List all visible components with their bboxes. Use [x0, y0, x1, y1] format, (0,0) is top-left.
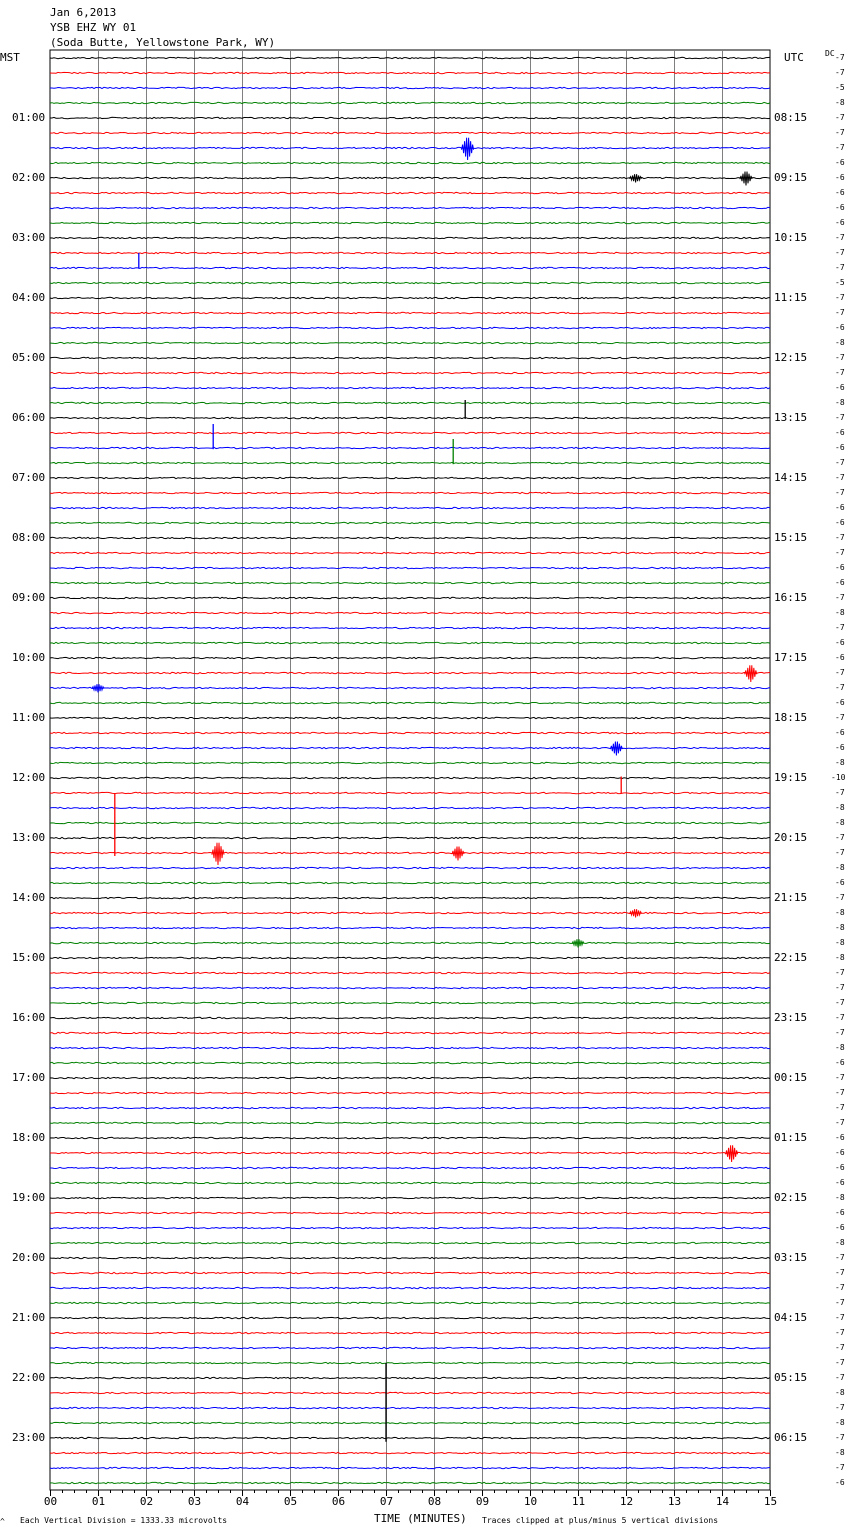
utc-hour-label: 05:15	[774, 1371, 808, 1384]
trace-row-92	[50, 1437, 770, 1438]
dc-offset-label: -8	[835, 923, 845, 932]
x-axis-label: TIME (MINUTES)	[374, 1512, 467, 1525]
dc-offset-label: -7	[835, 1403, 845, 1412]
trace-row-81	[50, 1272, 770, 1273]
utc-hour-label: 14:15	[774, 471, 808, 484]
dc-offset-label: -6	[835, 158, 845, 167]
event-group	[92, 138, 757, 1442]
corner-mark: ^	[0, 1517, 5, 1526]
trace-row-21	[50, 372, 770, 373]
trace-row-74	[50, 1167, 770, 1168]
trace-row-4	[50, 117, 770, 118]
dc-offset-label: -8	[835, 338, 845, 347]
utc-hour-label: 03:15	[774, 1251, 808, 1264]
trace-row-38	[50, 627, 770, 628]
dc-offset-label: -7	[835, 1433, 845, 1442]
trace-row-26	[50, 447, 770, 448]
mst-hour-label: 06:00	[12, 411, 46, 424]
dc-offset-label: -8	[835, 1418, 845, 1427]
event-mark-11	[212, 843, 224, 865]
dc-offset-label: -6	[835, 1058, 845, 1067]
dc-offset-label: -8	[835, 758, 845, 767]
utc-hour-label: 20:15	[774, 831, 808, 844]
mst-hour-label: 09:00	[12, 591, 46, 604]
dc-offset-label: -8	[835, 1388, 845, 1397]
clip-note: Traces clipped at plus/minus 5 vertical divisions	[482, 1516, 719, 1525]
x-axis	[44, 1490, 777, 1508]
trace-row-29	[50, 492, 770, 493]
trace-row-23	[50, 402, 770, 403]
trace-row-77	[50, 1212, 770, 1213]
dc-offset-label: -7	[835, 413, 845, 422]
dc-offset-label: -7	[835, 1103, 845, 1112]
dc-offset-label: -8	[835, 1448, 845, 1457]
dc-offset-label: -7	[835, 1358, 845, 1367]
mst-hour-label: 01:00	[12, 111, 46, 124]
x-tick-label: 01	[91, 1495, 106, 1508]
trace-row-51	[50, 822, 770, 823]
utc-hour-label: 23:15	[774, 1011, 808, 1024]
dc-offset-label: -7	[835, 263, 845, 272]
dc-offset-label: -6	[835, 743, 845, 752]
trace-row-41	[50, 672, 770, 673]
dc-offset-label: -7	[835, 1028, 845, 1037]
dc-offset-label: -6	[835, 1178, 845, 1187]
trace-row-79	[50, 1242, 770, 1243]
utc-hour-label: 15:15	[774, 531, 808, 544]
dc-offset-label: -7	[835, 968, 845, 977]
x-tick-label: 07	[379, 1495, 394, 1508]
dc-offset-label: -7	[835, 473, 845, 482]
trace-row-78	[50, 1227, 770, 1228]
dc-offset-label: -6	[835, 218, 845, 227]
trace-row-62	[50, 987, 770, 988]
dc-offset-label: -7	[835, 308, 845, 317]
trace-row-94	[50, 1467, 770, 1468]
trace-row-67	[50, 1062, 770, 1063]
trace-row-32	[50, 537, 770, 538]
mst-hour-label: 11:00	[12, 711, 46, 724]
mst-hour-label: 02:00	[12, 171, 46, 184]
dc-offset-label: -6	[835, 563, 845, 572]
mst-hour-label: 13:00	[12, 831, 46, 844]
dc-offset-label: -7	[835, 893, 845, 902]
dc-offset-label: -6	[835, 638, 845, 647]
dc-offset-label: -6	[835, 383, 845, 392]
trace-row-12	[50, 237, 770, 238]
dc-offset-label: -7	[835, 623, 845, 632]
trace-row-42	[50, 687, 770, 688]
x-tick-label: 09	[475, 1495, 490, 1508]
trace-row-7	[50, 162, 770, 163]
trace-row-34	[50, 567, 770, 568]
trace-row-19	[50, 342, 770, 343]
trace-row-3	[50, 102, 770, 103]
dc-offset-label: -8	[835, 863, 845, 872]
chart-date: Jan 6,2013	[50, 6, 117, 19]
trace-row-55	[50, 882, 770, 883]
dc-offset-label: -5	[835, 278, 845, 287]
dc-offset-label: -7	[835, 1073, 845, 1082]
trace-row-0	[50, 57, 770, 58]
dc-offset-label: -5	[835, 83, 845, 92]
utc-hour-label: 16:15	[774, 591, 808, 604]
utc-hour-label: 02:15	[774, 1191, 808, 1204]
dc-offset-label: -7	[835, 668, 845, 677]
utc-hour-label: 06:15	[774, 1431, 808, 1444]
x-tick-label: 11	[571, 1495, 586, 1508]
dc-offset-label: -6	[835, 518, 845, 527]
trace-row-33	[50, 552, 770, 553]
trace-row-56	[50, 897, 770, 898]
plot-grid	[50, 50, 770, 1490]
trace-row-85	[50, 1332, 770, 1333]
trace-row-75	[50, 1182, 770, 1183]
utc-hour-label: 04:15	[774, 1311, 808, 1324]
trace-row-71	[50, 1122, 770, 1123]
dc-offset-label: -7	[835, 593, 845, 602]
trace-row-10	[50, 207, 770, 208]
mst-hour-label: 04:00	[12, 291, 46, 304]
dc-label: DC	[825, 49, 835, 58]
x-tick-label: 12	[619, 1495, 634, 1508]
trace-row-59	[50, 942, 770, 943]
x-tick-label: 03	[187, 1495, 202, 1508]
mst-hour-label: 16:00	[12, 1011, 46, 1024]
trace-row-5	[50, 132, 770, 133]
trace-row-84	[50, 1317, 770, 1318]
trace-row-2	[50, 87, 770, 88]
dc-offset-label: -7	[835, 1373, 845, 1382]
dc-offset-label: -7	[835, 458, 845, 467]
trace-row-43	[50, 702, 770, 703]
x-tick-label: 05	[283, 1495, 298, 1508]
x-tick-label: 04	[235, 1495, 250, 1508]
dc-offset-label: -8	[835, 908, 845, 917]
trace-row-91	[50, 1422, 770, 1423]
trace-row-80	[50, 1257, 770, 1258]
trace-row-63	[50, 1002, 770, 1003]
utc-hour-label: 09:15	[774, 171, 808, 184]
trace-row-49	[50, 792, 770, 793]
trace-group	[50, 57, 770, 1483]
dc-offset-label: -7	[835, 1343, 845, 1352]
utc-hour-label: 18:15	[774, 711, 808, 724]
plot-frame	[50, 50, 770, 1490]
dc-offset-label: -7	[835, 1268, 845, 1277]
dc-offset-label: -6	[835, 1223, 845, 1232]
mst-hour-label: 12:00	[12, 771, 46, 784]
mst-axis-title: MST	[0, 51, 20, 64]
dc-offset-label: -7	[835, 833, 845, 842]
mst-hour-label: 21:00	[12, 1311, 46, 1324]
dc-offset-label: -6	[835, 188, 845, 197]
trace-row-22	[50, 387, 770, 388]
dc-offset-label: -8	[835, 1043, 845, 1052]
chart-subtitle: (Soda Butte, Yellowstone Park, WY)	[50, 36, 276, 49]
dc-offset-label: -7	[835, 548, 845, 557]
trace-row-47	[50, 762, 770, 763]
scale-note: Each Vertical Division = 1333.33 microvolts	[20, 1516, 228, 1525]
trace-row-82	[50, 1287, 770, 1288]
dc-offset-label: -7	[835, 113, 845, 122]
dc-offset-label: -7	[835, 1328, 845, 1337]
dc-offset-label: -6	[835, 323, 845, 332]
dc-offset-label: -6	[835, 698, 845, 707]
dc-offset-label: -7	[835, 53, 845, 62]
trace-row-90	[50, 1407, 770, 1408]
dc-offset-label: -6	[835, 173, 845, 182]
trace-row-95	[50, 1482, 770, 1483]
dc-offset-label: -7	[835, 1313, 845, 1322]
dc-offset-label: -7	[835, 998, 845, 1007]
dc-offset-label: -7	[835, 848, 845, 857]
dc-offset-label: -7	[835, 983, 845, 992]
dc-offset-label: -8	[835, 1193, 845, 1202]
dc-offset-label: -7	[835, 488, 845, 497]
trace-row-40	[50, 657, 770, 658]
dc-offset-label: -6	[835, 428, 845, 437]
dc-offset-label: -7	[835, 1283, 845, 1292]
trace-row-57	[50, 912, 770, 913]
trace-row-76	[50, 1197, 770, 1198]
mst-hour-label: 10:00	[12, 651, 46, 664]
dc-offset-label: -7	[835, 1463, 845, 1472]
trace-row-16	[50, 297, 770, 298]
trace-row-72	[50, 1137, 770, 1138]
mst-hour-label: 20:00	[12, 1251, 46, 1264]
trace-row-31	[50, 522, 770, 523]
dc-offset-label: -7	[835, 143, 845, 152]
trace-row-27	[50, 462, 770, 463]
utc-hour-label: 10:15	[774, 231, 808, 244]
utc-hour-label: 11:15	[774, 291, 808, 304]
trace-row-93	[50, 1452, 770, 1453]
trace-row-45	[50, 732, 770, 733]
utc-hour-label: 01:15	[774, 1131, 808, 1144]
trace-row-39	[50, 642, 770, 643]
mst-hour-label: 15:00	[12, 951, 46, 964]
trace-row-13	[50, 252, 770, 253]
dc-offset-label: -7	[835, 1088, 845, 1097]
trace-row-46	[50, 747, 770, 748]
trace-row-9	[50, 192, 770, 193]
dc-offset-label: -6	[835, 503, 845, 512]
trace-row-64	[50, 1017, 770, 1018]
dc-offset-label: -7	[835, 368, 845, 377]
dc-offset-label: -10	[831, 773, 846, 782]
mst-hour-label: 17:00	[12, 1071, 46, 1084]
trace-row-1	[50, 72, 770, 73]
utc-hour-label: 12:15	[774, 351, 808, 364]
trace-row-69	[50, 1092, 770, 1093]
mst-hour-label: 18:00	[12, 1131, 46, 1144]
mst-hour-label: 07:00	[12, 471, 46, 484]
dc-offset-label: -7	[835, 1253, 845, 1262]
dc-offset-label: -7	[835, 713, 845, 722]
utc-hour-label: 22:15	[774, 951, 808, 964]
dc-offset-label: -8	[835, 1238, 845, 1247]
x-tick-label: 13	[667, 1495, 682, 1508]
utc-hour-label: 08:15	[774, 111, 808, 124]
event-mark-9	[610, 742, 622, 756]
dc-offset-label: -7	[835, 353, 845, 362]
x-tick-label: 15	[763, 1495, 778, 1508]
mst-hour-label: 23:00	[12, 1431, 46, 1444]
dc-offset-label: -8	[835, 803, 845, 812]
dc-offset-label: -7	[835, 788, 845, 797]
dc-offset-label: -8	[835, 953, 845, 962]
trace-row-14	[50, 267, 770, 268]
x-tick-label: 08	[427, 1495, 442, 1508]
dc-offset-label: -7	[835, 1298, 845, 1307]
event-mark-7	[745, 665, 757, 682]
dc-offset-label: -6	[835, 578, 845, 587]
trace-row-48	[50, 777, 770, 778]
trace-row-61	[50, 972, 770, 973]
trace-row-20	[50, 357, 770, 358]
dc-offset-label: -8	[835, 818, 845, 827]
trace-row-89	[50, 1392, 770, 1393]
trace-row-58	[50, 927, 770, 928]
utc-hour-label: 13:15	[774, 411, 808, 424]
x-tick-label: 10	[523, 1495, 538, 1508]
trace-row-18	[50, 327, 770, 328]
trace-row-53	[50, 852, 770, 853]
dc-offset-label: -6	[835, 653, 845, 662]
event-mark-1	[630, 174, 642, 182]
trace-row-35	[50, 582, 770, 583]
dc-offset-label: -8	[835, 938, 845, 947]
x-tick-label: 00	[43, 1495, 58, 1508]
chart-title: YSB EHZ WY 01	[50, 21, 137, 34]
dc-offset-label: -6	[835, 1208, 845, 1217]
trace-row-8	[50, 177, 770, 178]
trace-row-73	[50, 1152, 770, 1153]
trace-row-65	[50, 1032, 770, 1033]
event-mark-16	[726, 1145, 738, 1162]
trace-row-37	[50, 612, 770, 613]
trace-row-68	[50, 1077, 770, 1078]
dc-offset-label: -7	[835, 128, 845, 137]
trace-row-66	[50, 1047, 770, 1048]
x-tick-label: 06	[331, 1495, 346, 1508]
mst-hour-label: 08:00	[12, 531, 46, 544]
dc-offset-label: -7	[835, 293, 845, 302]
trace-row-52	[50, 837, 770, 838]
utc-hour-label: 19:15	[774, 771, 808, 784]
dc-offset-label: -6	[835, 1148, 845, 1157]
trace-row-15	[50, 282, 770, 283]
dc-offset-label: -8	[835, 608, 845, 617]
trace-row-36	[50, 597, 770, 598]
dc-offset-label: -8	[835, 398, 845, 407]
trace-row-86	[50, 1347, 770, 1348]
trace-row-83	[50, 1302, 770, 1303]
trace-row-50	[50, 807, 770, 808]
dc-offset-label: -7	[835, 533, 845, 542]
trace-row-60	[50, 957, 770, 958]
mst-hour-label: 19:00	[12, 1191, 46, 1204]
mst-hour-label: 03:00	[12, 231, 46, 244]
dc-offset-label: -7	[835, 1013, 845, 1022]
utc-axis-title: UTC	[784, 51, 804, 64]
trace-row-88	[50, 1377, 770, 1378]
dc-offset-label: -7	[835, 683, 845, 692]
trace-row-54	[50, 867, 770, 868]
mst-hour-label: 22:00	[12, 1371, 46, 1384]
dc-offset-label: -6	[835, 1133, 845, 1142]
event-mark-2	[740, 172, 752, 186]
x-tick-label: 02	[139, 1495, 154, 1508]
mst-hour-label: 14:00	[12, 891, 46, 904]
dc-offset-label: -7	[835, 233, 845, 242]
event-mark-14	[630, 909, 642, 917]
trace-row-44	[50, 717, 770, 718]
dc-offset-label: -6	[835, 728, 845, 737]
utc-hour-label: 17:15	[774, 651, 808, 664]
trace-row-30	[50, 507, 770, 508]
trace-row-28	[50, 477, 770, 478]
dc-offset-label: -6	[835, 443, 845, 452]
event-mark-12	[452, 847, 464, 861]
dc-offset-label: -6	[835, 878, 845, 887]
dc-offset-label: -7	[835, 68, 845, 77]
utc-hour-label: 21:15	[774, 891, 808, 904]
dc-offset-label: -8	[835, 98, 845, 107]
trace-row-11	[50, 222, 770, 223]
mst-hour-label: 05:00	[12, 351, 46, 364]
trace-row-6	[50, 147, 770, 148]
x-tick-label: 14	[715, 1495, 730, 1508]
trace-row-87	[50, 1362, 770, 1363]
dc-offset-label: -6	[835, 203, 845, 212]
trace-row-70	[50, 1107, 770, 1108]
trace-row-25	[50, 432, 770, 433]
dc-offset-label: -6	[835, 1478, 845, 1487]
event-mark-0	[462, 138, 474, 160]
trace-row-24	[50, 417, 770, 418]
utc-hour-label: 00:15	[774, 1071, 808, 1084]
trace-row-17	[50, 312, 770, 313]
dc-offset-label: -7	[835, 248, 845, 257]
dc-offset-label: -7	[835, 1118, 845, 1127]
dc-offset-label: -6	[835, 1163, 845, 1172]
